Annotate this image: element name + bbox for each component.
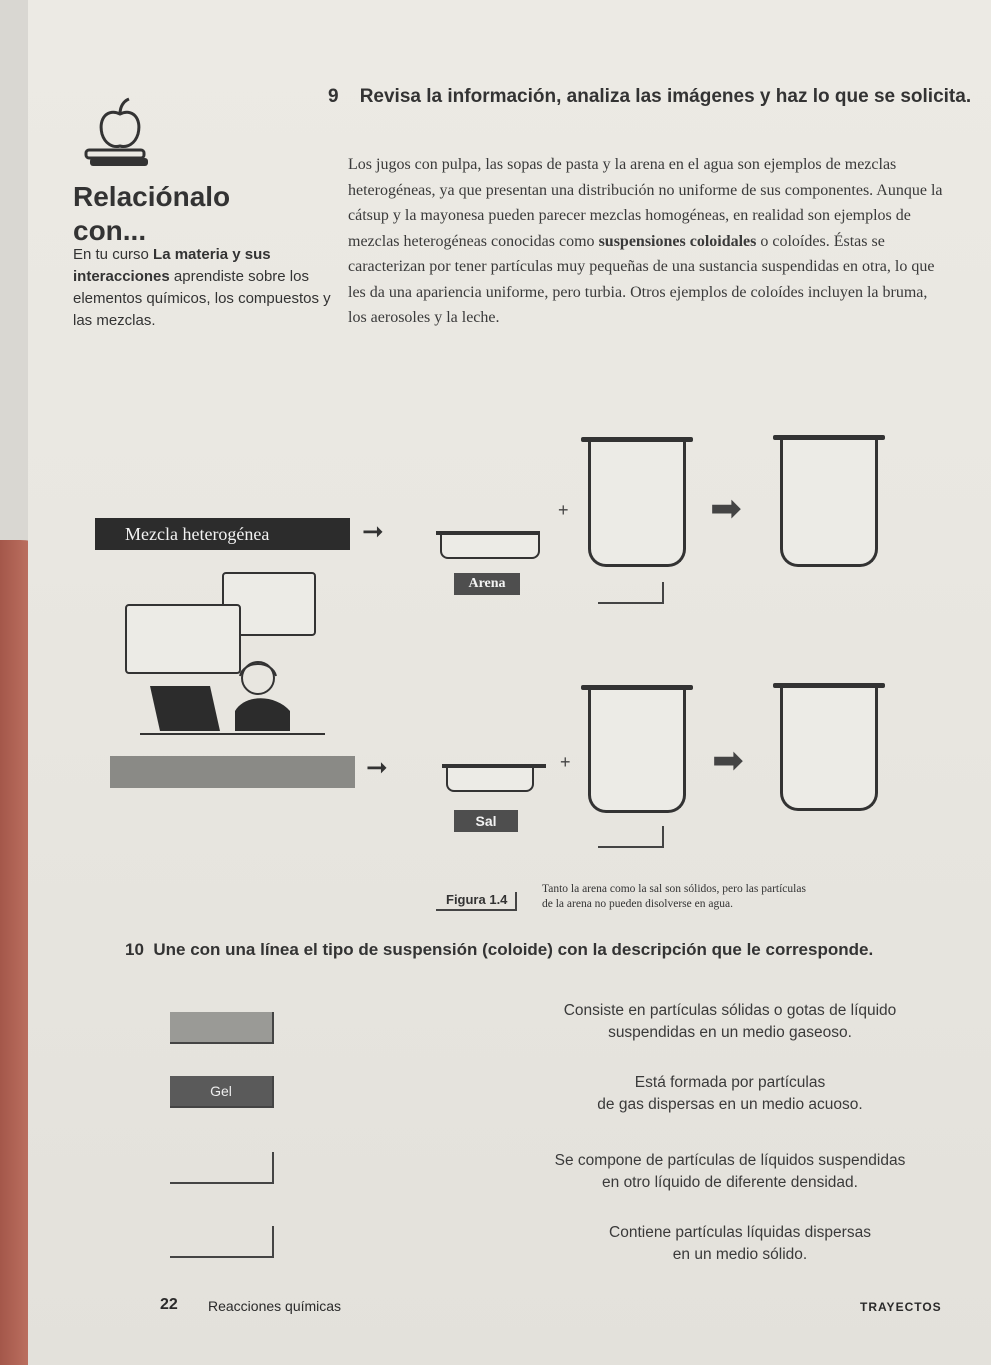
answer-blank-1[interactable] bbox=[598, 582, 664, 604]
figure-caption-line1: Tanto la arena como la sal son sólidos, pero las partículas bbox=[542, 883, 806, 895]
beaker-water-1 bbox=[588, 442, 686, 567]
question-10-number: 10 bbox=[125, 940, 144, 959]
description-1-line1: Consiste en partículas sólidas o gotas de líquido bbox=[563, 1002, 897, 1019]
sidebar-text-lead: En tu curso bbox=[73, 246, 154, 263]
paragraph-part1: Los jugos con pulpa, las sopas de pasta y la arena en el agua son ejemplos de mezclas heterogéneas, ya que presentan una distribución no uniforme de sus componentes. Aunque la cátsup y la mayonesa pueden parecer mezclas homogéneas, en realidad son ejemplos de mezclas heterogéneas conocidas como bbox=[348, 156, 943, 250]
question-9-heading bbox=[328, 86, 971, 108]
answer-box-3[interactable] bbox=[170, 1152, 274, 1184]
sidebar-text bbox=[73, 244, 333, 332]
description-4-line2: en un medio sólido. bbox=[672, 1246, 808, 1263]
beaker-result-2 bbox=[780, 688, 878, 811]
beaker-water-2 bbox=[588, 690, 686, 813]
figure-caption bbox=[542, 882, 806, 912]
description-2 bbox=[560, 1072, 900, 1116]
description-1 bbox=[540, 1000, 920, 1044]
thick-arrow-icon: ➡ bbox=[712, 740, 744, 782]
description-4-line1: Contiene partículas líquidas dispersas bbox=[609, 1224, 871, 1241]
page-number: 22 bbox=[160, 1296, 178, 1313]
description-3-line1: Se compone de partículas de líquidos suspendidas bbox=[554, 1152, 906, 1169]
question-9-text: Revisa la información, analiza las imágenes y haz lo que se solicita. bbox=[359, 86, 972, 107]
description-3 bbox=[530, 1150, 930, 1194]
plus-sign: + bbox=[560, 752, 571, 772]
sidebar-text-rest: aprendiste sobre los elementos químicos, los compuestos y las mezclas. bbox=[73, 268, 331, 329]
plus-sign: + bbox=[558, 500, 569, 520]
answer-box-1[interactable] bbox=[170, 1012, 274, 1044]
heterogeneous-mixture-band: Mezcla heterogénea bbox=[95, 518, 350, 550]
section-title: Reacciones químicas bbox=[208, 1298, 342, 1314]
salt-label: Sal bbox=[454, 810, 518, 832]
arrow-right-icon: ➞ bbox=[366, 752, 388, 782]
description-2-line2: de gas dispersas en un medio acuoso. bbox=[597, 1096, 863, 1113]
answer-blank-2[interactable] bbox=[598, 826, 664, 848]
dish-sand bbox=[440, 535, 540, 559]
description-3-line2: en otro líquido de diferente densidad. bbox=[602, 1174, 858, 1191]
question-9-number: 9 bbox=[328, 86, 339, 107]
thick-arrow-icon: ➡ bbox=[710, 488, 742, 530]
sidebar-title bbox=[73, 180, 230, 248]
paragraph-bold-term: suspensiones coloidales bbox=[598, 232, 757, 250]
answer-box-4[interactable] bbox=[170, 1226, 274, 1258]
description-1-line2: suspendidas en un medio gaseoso. bbox=[608, 1024, 852, 1041]
intro-paragraph bbox=[348, 152, 948, 331]
beaker-result-1 bbox=[780, 440, 878, 567]
arrow-right-icon: ➞ bbox=[362, 516, 384, 546]
description-2-line1: Está formada por partículas bbox=[634, 1074, 826, 1091]
figure-caption-line2: de la arena no pueden disolverse en agua. bbox=[542, 898, 733, 910]
sand-label: Arena bbox=[454, 573, 520, 595]
sidebar-title-line1: Relaciónalo bbox=[73, 181, 231, 212]
dish-salt bbox=[446, 768, 534, 792]
sidebar-text-bold: La materia y sus interacciones bbox=[73, 246, 271, 285]
figure-label: Figura 1.4 bbox=[436, 892, 517, 911]
question-10-text: Une con una línea el tipo de suspensión (coloide) con la descripción que le corresponde. bbox=[153, 940, 874, 959]
apple-books-icon bbox=[80, 92, 160, 172]
paragraph-part2: o coloídes. Éstas se caracterizan por tener partículas muy pequeñas de una sustancia suspendidas en otra, lo que les da una apariencia uniforme, pero turbia. Otros ejemplos de coloídes incluyen la bruma, los aerosoles y la leche. bbox=[348, 232, 935, 326]
description-4 bbox=[570, 1222, 910, 1266]
homogeneous-mixture-band bbox=[110, 756, 355, 788]
sidebar-title-line2: con... bbox=[73, 215, 147, 246]
question-10-heading bbox=[125, 940, 873, 960]
answer-box-2[interactable]: Gel bbox=[170, 1076, 274, 1108]
brand-logo: TRAYECTOS bbox=[860, 1300, 942, 1314]
student-laptop-icon bbox=[140, 656, 330, 736]
